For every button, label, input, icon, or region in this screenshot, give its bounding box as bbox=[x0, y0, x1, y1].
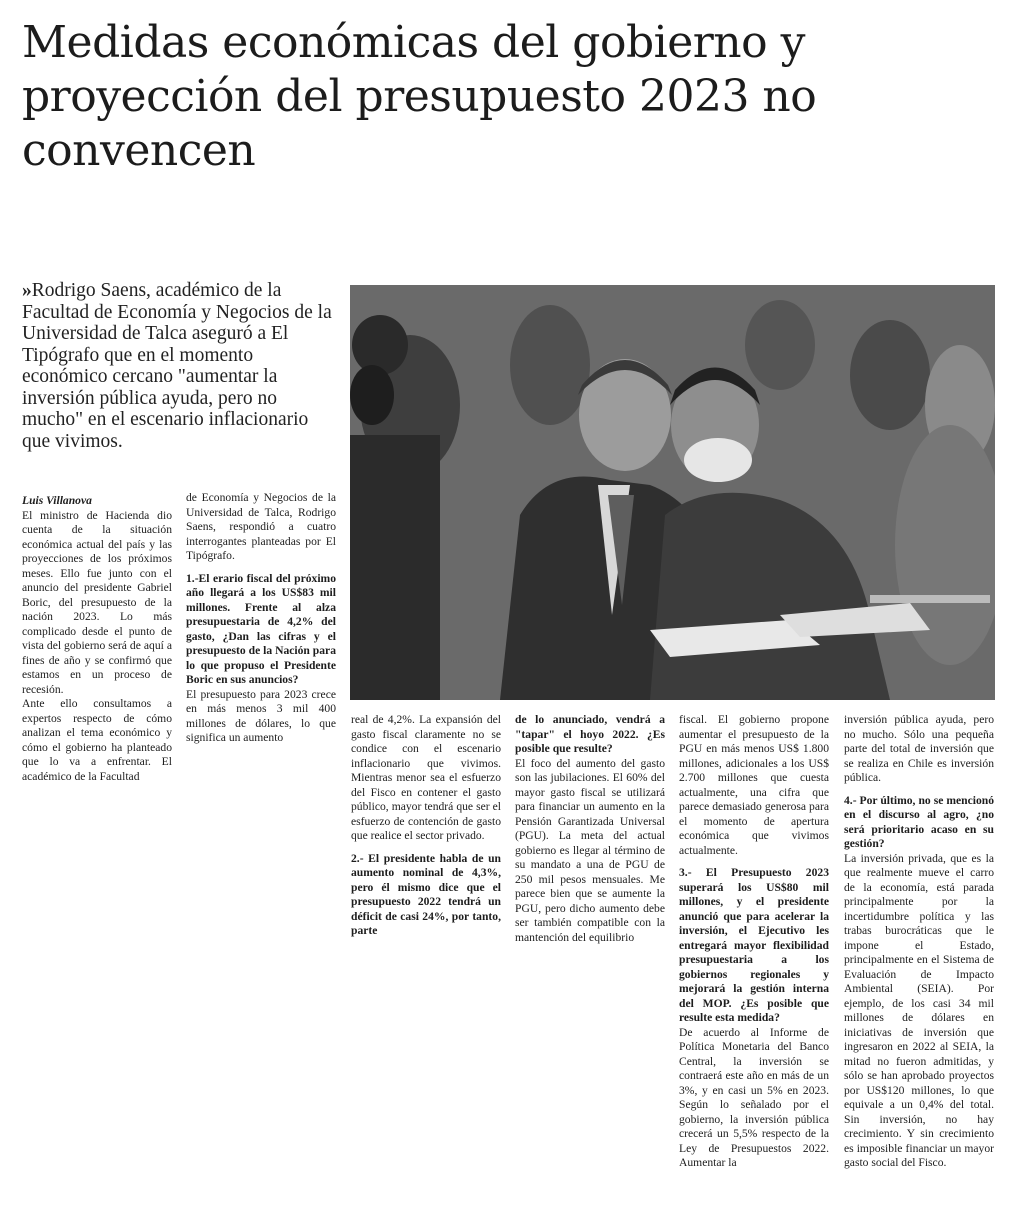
article-photo bbox=[350, 285, 995, 700]
answer-3: De acuerdo al Informe de Política Monetaria del Banco Central, la inversión se contraerá este año en más de un 3%, y en casi un 5% en 2023. Según lo señalado por el gobierno, la inversión pública crecerá un 5,5% respecto de la Ley de Presupuestos 2022. Aumentar la bbox=[679, 1025, 829, 1169]
column-3 bbox=[351, 713, 501, 939]
answer-1-cont: real de 4,2%. La expansión del gasto fiscal claramente no se condice con el escenario inflacionario que vivimos. Mientras menor sea el esfuerzo del Fisco en contener el gasto público, mayor tendrá que ser el esfuerzo de contención de gasto que realice el sector privado. bbox=[351, 713, 501, 842]
lead-text: Rodrigo Saens, académico de la Facultad de Economía y Negocios de la Universidad de Talca aseguró a El Tipógrafo que en el momento económico cercano "aumentar la inversión pública ayuda, pero no mucho" en el escenario inflacionario que vivimos. bbox=[22, 280, 332, 452]
question-3: 3.- El Presupuesto 2023 superará los US$80 mil millones, y el presidente anunció que para acelerar la inversión, el Ejecutivo les entregará mayor flexibilidad presupuestaria a los gobiernos regionales y mejorará la gestión interna del MOP. ¿Es posible que resulte esta medida? bbox=[679, 866, 829, 1024]
lead-marker: » bbox=[22, 280, 32, 301]
question-4: 4.- Por último, no se mencionó en el discurso al agro, ¿no será prioritario acaso en su gestión? bbox=[844, 793, 994, 850]
headline: Medidas económicas del gobierno y proyección del presupuesto 2023 no convencen bbox=[22, 17, 817, 176]
column-1 bbox=[22, 494, 172, 784]
column-2 bbox=[186, 491, 336, 746]
column-5 bbox=[679, 713, 829, 1171]
body-paragraph: de Economía y Negocios de la Universidad de Talca, Rodrigo Saens, respondió a cuatro interrogantes planteadas por El Tipógrafo. bbox=[186, 491, 336, 562]
answer-2: El foco del aumento del gasto son las jubilaciones. El 60% del mayor gasto fiscal se utilizará para financiar un aumento en la Pensión Garantizada Universal (PGU). La meta del actual gobierno es llegar al término de su mandato a una de PGU de 250 mil pesos mensuales. Me parece bien que se aumente la PGU, pero dicho aumento debe ser también compatible con la mantención del equilibrio bbox=[515, 756, 665, 944]
byline: Luis Villanova bbox=[22, 494, 92, 507]
body-paragraph: Ante ello consultamos a expertos respecto de cómo analizan el tema económico y cómo el gobierno ha planteado que lo va a enfrentar. El académico de la Facultad bbox=[22, 697, 172, 783]
column-6 bbox=[844, 713, 994, 1171]
photo-illustration bbox=[350, 285, 995, 700]
column-4 bbox=[515, 713, 665, 945]
question-2: 2.- El presidente habla de un aumento nominal de 4,3%, pero él mismo dice que el presupuesto 2022 tendrá un déficit de casi 24%, por tanto, parte bbox=[351, 851, 501, 937]
question-1: 1.-El erario fiscal del próximo año llegará a los US$83 mil millones. Frente al alza presupuestaria de 4,2% del gasto, ¿Dan las cifras y el presupuesto de la Nación para lo que propuso el Presidente Boric en sus anuncios? bbox=[186, 571, 336, 686]
body-paragraph: El ministro de Hacienda dio cuenta de la situación económica actual del país y las proyecciones de los próximos meses. Ello fue junto con el anuncio del presidente Gabriel Boric, del presupuesto de la nación 2023. Lo más complicado desde el punto de vista del gobierno será de aquí a fines de año y se confirmó que estamos en un proceso de recesión. bbox=[22, 508, 172, 696]
lead-paragraph bbox=[22, 280, 332, 452]
answer-2-cont: fiscal. El gobierno propone aumentar el presupuesto de la PGU en más menos US$ 1.800 millones, adicionales a los US$ 2.700 millones que cuesta actualmente, una cifra que parece demasiado generosa para el momento de apertura económica que vivimos actualmente. bbox=[679, 713, 829, 857]
answer-1: El presupuesto para 2023 crece en más menos 3 mil 400 millones de dólares, lo que significa un aumento bbox=[186, 687, 336, 744]
answer-4: La inversión privada, que es la que realmente mueve el carro de la economía, está parada principalmente por la incertidumbre política y las trabas burocráticas que le impone el Estado, principalmente en el Sistema de Evaluación de Impacto Ambiental (SEIA). Por ejemplo, de los casi 34 mil millones de dólares en iniciativas de inversión que ingresaron en 2022 al SEIA, la mitad no fueron admitidas, y sólo se han aprobado proyectos por US$120 millones, lo que equivale a un 0,4% del total. Sin inversión, no hay crecimiento. Y sin crecimiento es imposible financiar un mayor gasto social del Fisco. bbox=[844, 851, 994, 1169]
question-2-cont: de lo anunciado, vendrá a "tapar" el hoyo 2022. ¿Es posible que resulte? bbox=[515, 713, 665, 755]
answer-3-cont: inversión pública ayuda, pero no mucho. Sólo una pequeña parte del total de inversión que se realiza en Chile es inversión pública. bbox=[844, 713, 994, 784]
